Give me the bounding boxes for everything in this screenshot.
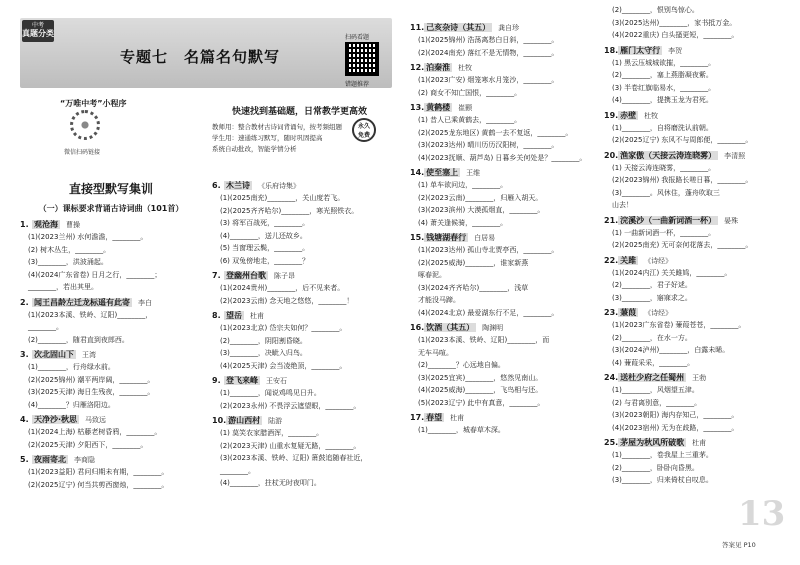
fill-blank-line[interactable]: (1)(2023本溪、铁岭、辽阳)________，	[28, 310, 153, 319]
poem-number: 5.	[20, 455, 29, 464]
poem-author: 李贺	[668, 46, 683, 55]
poem-title: 天净沙·秋思	[34, 415, 78, 424]
fill-blank-line[interactable]: (2)________，卧卧向昏黑。	[612, 463, 699, 472]
poem-author: 《诗经》	[644, 309, 673, 317]
fill-blank-line[interactable]: (4)(2024广东省卷) 日月之行，________；	[28, 270, 162, 279]
poem-author: 陶渊明	[482, 324, 504, 332]
fill-blank-line[interactable]: (2) 商女不知亡国恨，________。	[418, 88, 522, 97]
fill-blank-line[interactable]: (2)________，恨别鸟惊心。	[612, 6, 699, 14]
poem-number: 18.	[604, 45, 619, 55]
poem-author: 李清照	[724, 151, 746, 160]
poem-block	[604, 437, 794, 487]
fill-blank-line[interactable]: (1)(2025南充)________，关山度若飞。	[220, 194, 345, 202]
poem-title: 登幽州台歌	[226, 271, 266, 280]
poem-heading	[212, 415, 396, 427]
fill-blank-line[interactable]: (4) 萧关逢候骑，________。	[418, 218, 508, 227]
poem-title: 己亥杂诗（其五）	[426, 23, 491, 32]
poem-author: 白居易	[474, 234, 496, 242]
fill-blank-line[interactable]: (1)(2024贵州)________，后不见来者。	[220, 284, 345, 292]
fill-blank-line[interactable]: (3) 将军百战死，________。	[220, 219, 310, 227]
qr-top-label: 扫码看题	[345, 34, 370, 41]
poem-heading	[212, 310, 396, 322]
poem-heading	[604, 45, 794, 57]
poem-heading	[410, 167, 592, 179]
poem-number: 8.	[212, 311, 221, 320]
poem-author: 王勃	[692, 374, 707, 382]
poem-title: 蒹葭	[620, 308, 637, 317]
poem-title: 赤壁	[620, 110, 637, 120]
poem-block	[604, 110, 794, 147]
poem-heading	[20, 219, 202, 231]
poem-author: 杜牧	[458, 64, 473, 72]
poem-heading	[410, 412, 592, 424]
fill-blank-line[interactable]: (2)(2025天津) 夕阳西下，________。	[28, 440, 148, 449]
fill-blank-line[interactable]: (4) 蒹葭采采，________。	[612, 358, 695, 367]
poem-heading	[410, 232, 592, 244]
poem-title: 钱塘湖春行	[426, 233, 467, 242]
fill-blank-line[interactable]: (2)________，君子好逑。	[612, 281, 692, 289]
fill-blank-line[interactable]: (2)________，阴阳割昏晓。	[220, 336, 307, 345]
fill-blank-line[interactable]: (3)(2023达州) 晴川历历汉阳树，________。	[418, 141, 559, 149]
fill-blank-line[interactable]: (2)(2025锦州) 潮平两岸阔，________。	[28, 375, 155, 384]
poem-title: 次北固山下	[34, 350, 74, 359]
fill-blank-line[interactable]: 才能没马蹄。	[418, 296, 460, 304]
poem-author: 《诗经》	[644, 256, 673, 265]
poem-number: 10.	[212, 416, 227, 425]
poem-block	[212, 375, 396, 412]
fill-blank-line[interactable]: (1)________，城春草木深。	[418, 426, 505, 434]
poem-block	[20, 414, 202, 451]
fill-blank-line[interactable]: (2)(2023天津) 山重水复疑无路，________。	[220, 441, 361, 450]
poem-heading	[604, 150, 794, 162]
poem-number: 2.	[20, 297, 29, 307]
poem-title: 使至塞上	[426, 168, 459, 177]
poem-number: 9.	[212, 376, 221, 385]
poem-heading	[604, 307, 794, 319]
poem-heading	[410, 62, 592, 74]
fill-blank-line[interactable]: (2)________，随君直到夜郎西。	[28, 335, 129, 344]
poem-heading	[20, 414, 202, 426]
fill-blank-line[interactable]: (4)________？归雁洛阳边。	[28, 400, 115, 409]
fill-blank-line[interactable]: ________。	[28, 323, 63, 331]
poem-number: 12.	[410, 63, 425, 72]
poem-author: 曹操	[66, 221, 80, 229]
poem-block	[212, 180, 396, 267]
fill-blank-line[interactable]: (1) 莫笑农家腊酒浑，________。	[220, 429, 324, 437]
poem-number: 1.	[20, 220, 29, 229]
poem-block	[20, 219, 202, 294]
fill-blank-line[interactable]: (1)(2024上海) 枯藤老树昏鸦，________。	[28, 428, 162, 436]
free-stamp: 永久 免费	[352, 118, 376, 142]
poem-number: 15.	[410, 233, 425, 242]
fill-blank-line[interactable]: 无车马喧。	[418, 348, 453, 357]
fill-blank-line[interactable]: (3)(2023滨州) 大漠孤烟直，________。	[418, 206, 545, 214]
poem-block	[212, 310, 396, 372]
poem-number: 4.	[20, 415, 29, 424]
fill-blank-line[interactable]: (1)________，闻说鸡鸣见日升。	[220, 389, 321, 397]
poem-block	[604, 150, 794, 212]
fill-blank-line[interactable]: (4)(2023宿州) 无为在歧路，________。	[612, 423, 739, 432]
poem-number: 19.	[604, 110, 619, 120]
poem-author: 龚自珍	[498, 24, 520, 32]
fill-blank-line[interactable]: (1)________，自将磨洗认前朝。	[612, 123, 713, 132]
poem-block	[410, 167, 592, 229]
subsection-title: （一）课标要求背诵古诗词曲（101首）	[38, 204, 184, 213]
poem-block	[20, 349, 202, 411]
fill-blank-line[interactable]: (1)________，风烟望五津。	[612, 386, 699, 394]
poem-block	[410, 62, 592, 99]
poem-author: 杜牧	[644, 111, 659, 120]
page-big-number: 13	[738, 494, 786, 534]
fill-blank-line[interactable]: ________。	[220, 466, 255, 475]
poem-author: 王安石	[266, 377, 287, 385]
poem-title: 渔家傲（天接云涛连晓雾）	[620, 150, 717, 160]
poem-number: 21.	[604, 215, 619, 225]
fill-blank-line[interactable]: (2) 与君离别意，________。	[612, 398, 702, 407]
fill-blank-line[interactable]: (4)(2024北京) 最爱湖东行不足，________。	[418, 308, 559, 317]
poem-block	[212, 270, 396, 307]
poem-heading	[212, 375, 396, 387]
fill-blank-line[interactable]: (1)(2023北京) 岱宗夫如何？________。	[220, 324, 347, 332]
poem-title: 黄鹤楼	[426, 103, 451, 112]
poem-author: 李白	[138, 298, 152, 307]
poem-title: 木兰诗	[226, 181, 250, 190]
poem-block	[410, 22, 592, 59]
fill-blank-line[interactable]: (1) 黑云压城城欲摧，________。	[612, 58, 716, 67]
poem-title: 泊秦淮	[426, 63, 451, 72]
fill-blank-line[interactable]: (1)(2023本溪、铁岭、辽阳)________，而	[418, 336, 550, 344]
poem-author: 《乐府诗集》	[258, 182, 300, 190]
fill-blank-line[interactable]: (2)(2024南充) 落红不是无情物，________。	[418, 48, 559, 57]
poem-block	[410, 322, 592, 409]
fill-blank-line[interactable]: (2)(2023锦州) 我报路长嗟日暮，________。	[612, 176, 753, 184]
poem-title: 饮酒（其五）	[426, 323, 475, 332]
fill-blank-line[interactable]: (4)(2022重庆) 白头搔更短，________。	[612, 31, 739, 39]
fill-blank-line[interactable]: (3)________，寤寐求之。	[612, 293, 692, 302]
fill-blank-line[interactable]: (2)(2025辽宁) 东风不与周郎便，________。	[612, 136, 753, 144]
column-4	[598, 0, 800, 565]
fill-blank-line[interactable]: (2)(2023永州) 不畏浮云遮望眼，________。	[220, 401, 361, 410]
poem-number: 3.	[20, 350, 29, 359]
poem-number: 13.	[410, 103, 425, 112]
poem-block	[604, 4, 794, 42]
poem-title: 夜雨寄北	[34, 455, 66, 464]
topic-title: 专题七 名篇名句默写	[120, 48, 281, 66]
fill-blank-line[interactable]: (3)________。风休住，蓬舟吹取三	[612, 188, 720, 197]
poem-title: 观沧海	[34, 220, 58, 229]
poem-block	[604, 372, 794, 434]
poem-number: 24.	[604, 373, 619, 382]
fill-blank-line[interactable]: 山去！	[612, 201, 633, 209]
poem-author: 崔颢	[458, 104, 473, 112]
fill-blank-line[interactable]: (3)(2024泸州)________，白露未晞。	[612, 346, 730, 354]
poem-title: 闻王昌龄左迁龙标遥有此寄	[34, 297, 130, 307]
fill-blank-line[interactable]: (2)________，在水一方。	[612, 333, 692, 342]
poem-number: 23.	[604, 308, 619, 317]
poem-heading	[410, 322, 592, 334]
poem-number: 17.	[410, 413, 425, 422]
fill-blank-line[interactable]: (2)(2025辽宁) 何当共剪西窗烛，________。	[28, 480, 169, 489]
fill-blank-line[interactable]: (1) 一曲新词酒一杯，________。	[612, 228, 716, 237]
poem-author: 李商隐	[74, 456, 95, 464]
poem-heading	[410, 102, 592, 114]
poem-author: 陈子昂	[274, 272, 295, 280]
poem-title: 雁门太守行	[620, 45, 661, 55]
fill-blank-line[interactable]: (3)________，决眦入归鸟。	[220, 349, 307, 357]
fill-blank-line[interactable]: (2)(2025威海)________，谁家新燕	[418, 258, 529, 267]
fill-blank-line[interactable]: (1)(2025锦州) 浩荡离愁白日斜，________。	[418, 36, 559, 44]
fill-blank-line[interactable]: (2)(2023云南)________，归雁入胡天。	[418, 193, 543, 202]
poem-heading	[604, 110, 794, 122]
fill-blank-line[interactable]: (2)(2025南充) 无可奈何花落去，________。	[612, 241, 753, 249]
fill-blank-line[interactable]: (6) 双兔傍地走，________？	[220, 256, 310, 265]
fill-blank-line[interactable]: (3)(2025天津) 海日生残夜，________。	[28, 388, 155, 396]
fill-blank-line[interactable]: (1)(2023益阳) 君问归期未有期，________。	[28, 468, 169, 476]
fill-blank-line[interactable]: (1) 单车欲问边，________。	[418, 181, 508, 189]
fill-blank-line[interactable]: (3)(2024齐齐哈尔)________，浅草	[418, 283, 529, 292]
poem-block	[20, 454, 202, 491]
fill-blank-line[interactable]: (2)(2025齐齐哈尔)________，寒光照铁衣。	[220, 206, 359, 215]
fill-blank-line[interactable]: (1)(2023广东省卷) 蒹葭苍苍，________。	[612, 321, 746, 329]
series-badge: 中考 真题分类	[22, 20, 54, 42]
feature-student: 学生用：速通练习默写，随时巩固提高	[212, 134, 323, 142]
fill-blank-line[interactable]: (3)________，归来倚杖自叹息。	[612, 476, 713, 484]
poem-author: 王维	[466, 169, 481, 177]
fill-blank-line[interactable]: (2)________，塞上燕脂凝夜紫。	[612, 71, 713, 79]
poem-title: 茅屋为秋风所破歌	[620, 438, 685, 447]
fill-blank-line[interactable]: (4)(2023抚顺、葫芦岛) 日暮乡关何处是？________。	[418, 153, 587, 162]
miniapp-title: “万唯中考”小程序	[60, 99, 127, 108]
fill-blank-line[interactable]: (3) 半卷红旗临易水，________。	[612, 83, 716, 92]
poem-heading	[604, 215, 794, 227]
fill-blank-line[interactable]: (1) 昔人已乘黄鹤去，________。	[418, 116, 522, 124]
poem-block	[604, 215, 794, 252]
poem-author: 杜甫	[450, 414, 465, 422]
poem-heading	[604, 372, 794, 384]
fill-blank-line[interactable]: (1) 天接云涛连晓雾，________。	[612, 163, 716, 172]
promo-slogan: 快速找到基础题，日常教学更高效	[232, 107, 368, 117]
poem-number: 14.	[410, 168, 425, 177]
poem-block	[604, 45, 794, 107]
fill-blank-line[interactable]: (2)(2025龙东地区) 黄鹤一去不复返，________。	[418, 128, 573, 137]
fill-blank-line[interactable]: (3)________，洪波涌起。	[28, 258, 108, 266]
section-title: 直接型默写集训	[68, 182, 153, 196]
poem-heading	[604, 437, 794, 449]
fill-blank-line[interactable]: (1)(2024内江) 关关雎鸠，________。	[612, 268, 732, 277]
fill-blank-line[interactable]: (2)(2023云南) 念天地之悠悠，________！	[220, 296, 354, 305]
feature-teacher: 教师用：整合教材古诗词背诵句，按考频组题	[212, 123, 342, 131]
poem-author: 杜甫	[250, 312, 264, 320]
poem-number: 7.	[212, 271, 221, 280]
poem-heading	[410, 22, 592, 34]
poem-title: 春望	[426, 413, 443, 422]
poem-title: 关雎	[620, 255, 637, 265]
fill-blank-line[interactable]: (1)(2023达州) 孤山寺北贾亭西，________。	[418, 246, 559, 254]
miniapp-caption: 微信扫码链接	[64, 149, 101, 156]
poem-block	[410, 102, 592, 164]
fill-blank-line[interactable]: (1)________，行舟绿水前。	[28, 363, 115, 371]
poem-heading	[212, 180, 396, 192]
poem-number: 25.	[604, 438, 619, 447]
poem-number: 11.	[410, 23, 425, 32]
poem-block	[604, 307, 794, 369]
fill-blank-line[interactable]: (5)(2023辽宁) 此中有真意，________。	[418, 398, 545, 407]
fill-blank-line[interactable]: (1)(2023广安) 烟笼寒水月笼沙，________。	[418, 76, 559, 84]
poem-title: 浣溪沙（一曲新词酒一杯）	[620, 215, 717, 225]
poem-number: 6.	[212, 181, 221, 190]
poem-number: 16.	[410, 323, 425, 332]
fill-blank-line[interactable]: (5) 当窗理云鬓，________。	[220, 244, 310, 252]
fill-blank-line[interactable]: (3)(2023朝阳) 海内存知己，________。	[612, 411, 739, 419]
poem-number: 20.	[604, 150, 619, 160]
fill-blank-line[interactable]: (4)________，拄杖无时夜叩门。	[220, 479, 321, 487]
fill-blank-line[interactable]: (3)(2025达州)________，家书抵万金。	[612, 18, 737, 27]
poem-block	[604, 255, 794, 305]
fill-blank-line[interactable]: (3)(2023本溪、铁岭、辽阳) 箫鼓追随春社近，	[220, 454, 368, 462]
fill-blank-line[interactable]: ________，若出其里。	[28, 283, 98, 291]
poem-block	[212, 415, 396, 490]
fill-blank-line[interactable]: (3)(2025宜宾)________，悠然见南山。	[418, 373, 543, 382]
poem-author: 陆游	[268, 417, 283, 425]
poem-heading	[212, 270, 396, 282]
poem-title: 望岳	[226, 311, 242, 320]
poem-heading	[20, 349, 202, 361]
fill-blank-line[interactable]: (4)(2025天津) 会当凌绝顶，________。	[220, 361, 347, 370]
poem-block	[410, 232, 592, 319]
qr-bottom-label: 错题推荐	[345, 81, 370, 88]
fill-blank-line[interactable]: (2)________？心远地自偏。	[418, 361, 505, 369]
poem-author: 晏殊	[724, 216, 739, 225]
fill-blank-line[interactable]: (2) 树木丛生，________。	[28, 245, 111, 254]
poem-title: 登飞来峰	[226, 376, 258, 385]
column-2	[206, 0, 400, 565]
poem-title: 游山西村	[228, 416, 261, 425]
column-3	[404, 0, 596, 565]
poem-heading	[20, 297, 202, 309]
fill-blank-line[interactable]: (4)________，送儿还故乡。	[220, 231, 307, 240]
poem-block	[410, 412, 592, 437]
fill-blank-line[interactable]: (1)________，卷我屋上三重茅。	[612, 451, 713, 459]
column-1	[0, 0, 206, 565]
poem-heading	[604, 255, 794, 267]
poem-author: 杜甫	[692, 439, 707, 447]
fill-blank-line[interactable]: 啄春泥。	[418, 271, 446, 279]
poem-title: 送杜少府之任蜀州	[620, 373, 685, 382]
fill-blank-line[interactable]: (1)(2023兰州) 水何澹澹，________。	[28, 233, 148, 241]
fill-blank-line[interactable]: (4)(2025威海)________，飞鸟相与还。	[418, 386, 543, 394]
poem-author: 王湾	[82, 351, 96, 359]
poem-author: 马致远	[85, 416, 107, 424]
poem-block	[20, 297, 202, 347]
fill-blank-line[interactable]: (4)________，提携玉龙为君死。	[612, 96, 713, 104]
poem-number: 22.	[604, 255, 619, 265]
page-footer: 答案见 P10	[722, 541, 756, 549]
feature-auto: 系统自动批改，智能学情分析	[212, 145, 297, 153]
poem-heading	[20, 454, 202, 466]
